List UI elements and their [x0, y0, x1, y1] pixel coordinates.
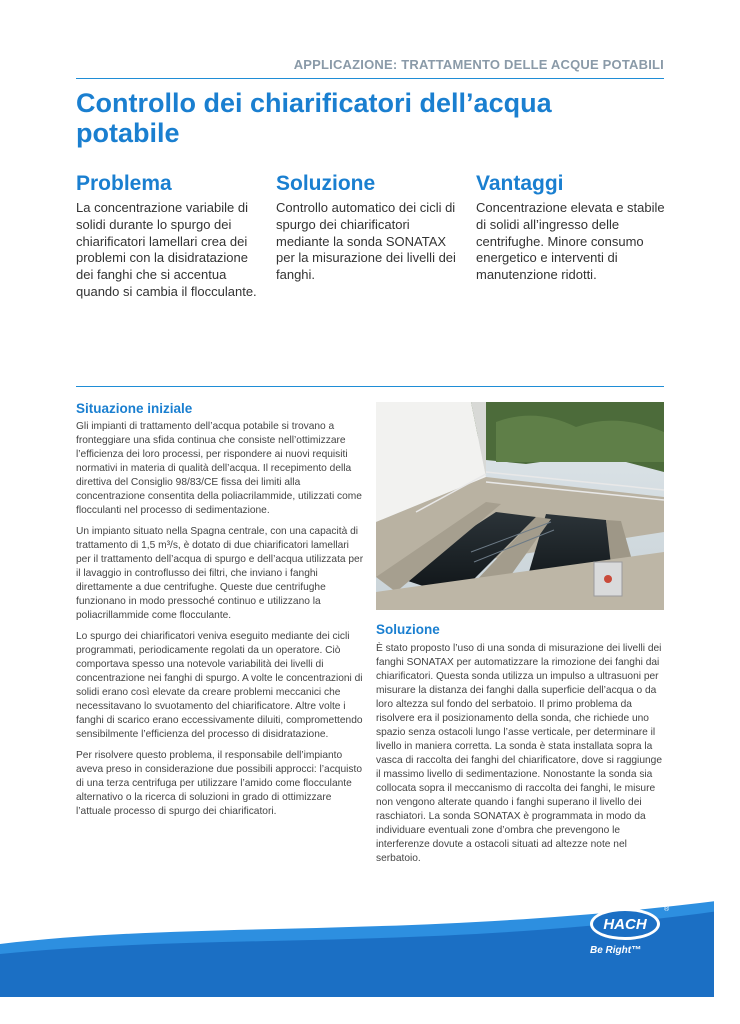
application-category: APPLICAZIONE: TRATTAMENTO DELLE ACQUE POTABILI [293, 57, 664, 72]
initial-situation-heading: Situazione iniziale [76, 401, 193, 416]
hach-logo [588, 906, 662, 942]
solution-paragraph: È stato proposto l’uso di una sonda di misurazione dei livelli dei fanghi SONATAX per automatizzare la rimozione dei fanghi dai chiarificatori. Questa sonda utilizza un impulso a ultrasuoni per misurare la distanza dei fanghi dalla superficie dell’acqua o da loro altezza sul fondo del serbatoio. Il primo problema da risolvere era il posizionamento della sonda, che richiede uno spazio senza ostacoli lungo l’asse verticale, per determinare il livello in maniera corretta. La sonda è stata installata sopra la vasca di raccolta dei fanghi del chiarificatore, dove si raggiunge il massimo livello di sedimentazione. Nonostante la sonda sia collocata sopra il meccanismo di raccolta dei fanghi, le misure non vengono alterate quando i fanghi superano il livello dei raschiatori. La sonda SONATAX è programmata in modo da individuare eventuali zone d’ombra che prevengono le interferenze dovute a ostacoli situati ad altezze note nel serbatoio. [376, 643, 662, 864]
problem-heading: Problema [76, 172, 172, 195]
solution-section-body [376, 642, 666, 873]
registered-mark: ® [664, 906, 670, 913]
header-divider [76, 78, 664, 79]
problem-text: La concentrazione variabile di solidi durante lo spurgo dei chiarificatori lamellari crea dei problemi con la disidratazione dei fanghi che si accentua quando si cambia il flocculante. [76, 200, 257, 299]
brand-tagline: Be Right™ [590, 945, 642, 956]
solution-heading: Soluzione [276, 172, 376, 195]
initial-situation-body [76, 420, 366, 826]
initial-situation-paragraph: Lo spurgo dei chiarificatori veniva eseguito mediante dei cicli programmati, periodicamente regolati da un operatore. Ciò comportava spesso una notevole variabilità dei livelli di concentrazione nei fanghi di spurgo. A volte le concentrazioni di solidi erano così elevate da creare problemi meccanici che necessitavano lo svuotamento del chiarificatore. Altre volte i fanghi di scarico erano eccessivamente diluiti, compromettendo sensibilmente l’efficienza del processo di disidratazione. [76, 631, 363, 740]
logo-text: HACH [603, 916, 647, 933]
page-title: Controllo dei chiarificatori dell’acqua potabile [76, 88, 552, 148]
solution-text: Controllo automatico dei cicli di spurgo dei chiarificatori mediante la sonda SONATAX per la misurazione dei livelli dei fanghi. [276, 200, 456, 283]
solution-section-heading: Soluzione [376, 622, 440, 637]
initial-situation-paragraph: Un impianto situato nella Spagna centrale, con una capacità di trattamento di 1,5 m³/s, è dotato di due chiarificatori lamellari per il trattamento dell’acqua di spurgo e dell’acqua utilizzata per il lavaggio in controflusso dei filtri, che inviano i fanghi direttamente a due centrifughe. Queste due centrifughe funzionano in modo pressoché continuo e utilizzano la poliacrillammide come flocculante. [76, 526, 364, 621]
initial-situation-paragraph: Gli impianti di trattamento dell’acqua potabile si trovano a fronteggiare una sfida continua che consiste nell’ottimizzare l’efficienza dei loro processi, per rispondere ai nuovi requisiti normativi in materia di qualità dell’acqua. Il recepimento della direttiva del Consiglio 98/83/CE fissa dei limiti alla concentrazione consentita della poliacrilammide, utilizzati come flocculanti nel processo di sedimentazione. [76, 421, 362, 516]
page-margin [714, 0, 740, 1024]
benefits-text: Concentrazione elevata e stabile di solidi all’ingresso delle centrifughe. Minore consumo energetico e interventi di manutenzione ridotti. [476, 200, 665, 283]
clarifier-photo [376, 402, 664, 610]
benefits-heading: Vantaggi [476, 172, 564, 195]
initial-situation-paragraph: Per risolvere questo problema, il responsabile dell’impianto aveva preso in considerazione due possibili approcci: l’acquisto di una terza centrifuga per utilizzare l’amido come flocculante alternativo o la ricerca di soluzioni in grado di ottimizzare l’attuale processo di spurgo dei chiarificatori. [76, 750, 362, 817]
section-divider [76, 386, 664, 387]
